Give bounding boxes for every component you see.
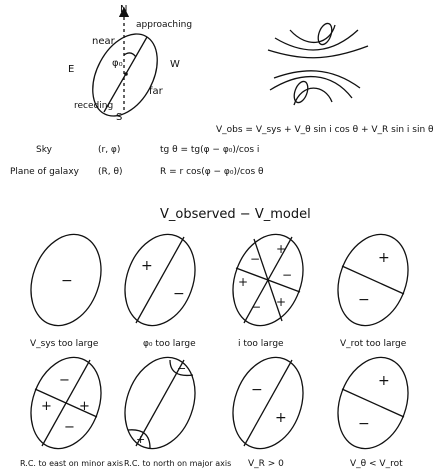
panel-caption: i too large [238, 339, 284, 349]
panel-caption: V_R > 0 [248, 459, 284, 469]
isovelocity-contour [274, 71, 360, 88]
zero-line [342, 389, 404, 417]
sign: − [59, 373, 70, 388]
sign: − [251, 300, 262, 314]
sign: + [378, 373, 390, 389]
panel-vsys [19, 225, 113, 349]
closed-contour [316, 22, 335, 47]
sign: + [276, 242, 287, 256]
sign: + [79, 399, 90, 414]
panel-rc-east [19, 348, 123, 468]
zero-line [342, 266, 404, 294]
orientation-diagram [68, 4, 192, 127]
sign: + [141, 258, 153, 274]
sign: + [136, 433, 146, 446]
sky-coords: (r, φ) [98, 145, 121, 155]
sign: − [358, 416, 370, 432]
galaxy-equation: R = r cos(φ − φ₀)/cos θ [160, 167, 264, 177]
galaxy-plane-label: Plane of galaxy [10, 167, 79, 177]
panel-caption: V_rot too large [340, 339, 407, 349]
panel-caption: R.C. to east on minor axis [20, 459, 124, 468]
sign: − [64, 420, 75, 435]
sign: + [378, 250, 390, 266]
sign: + [41, 399, 52, 414]
approaching-label: approaching [136, 20, 193, 30]
panel-caption: V_sys too large [30, 339, 99, 349]
panel-inclination [221, 225, 315, 349]
panel-rc-north [113, 348, 231, 468]
south-label: S [116, 112, 123, 123]
isovelocity-contour [275, 30, 358, 50]
angle-arc [124, 53, 136, 57]
sign: − [61, 273, 73, 289]
zero-line [244, 360, 292, 446]
vobs-equation: V_obs = V_sys + V_θ sin i cos θ + V_R sin i sin θ [216, 125, 434, 135]
galaxy-coords: (R, θ) [98, 167, 123, 177]
sky-label: Sky [36, 145, 52, 155]
panel-caption: R.C. to north on major axis [124, 459, 232, 468]
sign: − [282, 268, 293, 282]
near-label: near [92, 36, 115, 47]
north-label: N [120, 4, 128, 15]
angle-label: φ₀ [112, 58, 123, 69]
isovelocity-contour [268, 46, 368, 58]
galaxy-center [124, 72, 128, 76]
isovelocity-sketch [268, 22, 368, 105]
sign: − [251, 382, 263, 398]
panel-caption: V_θ < V_rot [350, 459, 403, 469]
closed-contour [292, 80, 311, 105]
sign: − [177, 362, 187, 375]
panel-vr [221, 348, 315, 469]
receding-label: receding [74, 101, 114, 111]
panel-vrot [326, 225, 420, 349]
panel-title: V_observed − V_model [160, 207, 311, 222]
sky-equation: tg θ = tg(φ − φ₀)/cos i [160, 145, 260, 155]
sign: − [358, 292, 370, 308]
east-label: E [68, 64, 75, 75]
panel-vtheta [326, 348, 420, 469]
panel-phi0 [113, 225, 207, 349]
far-label: far [149, 86, 163, 97]
sign: − [250, 252, 261, 266]
sign: + [275, 410, 287, 426]
isovelocity-contour [270, 77, 352, 98]
sign: + [238, 275, 249, 289]
sign: − [173, 286, 185, 302]
sign: + [276, 295, 287, 309]
panel-caption: φ₀ too large [143, 339, 196, 349]
zero-line [136, 237, 184, 323]
west-label: W [170, 59, 180, 70]
